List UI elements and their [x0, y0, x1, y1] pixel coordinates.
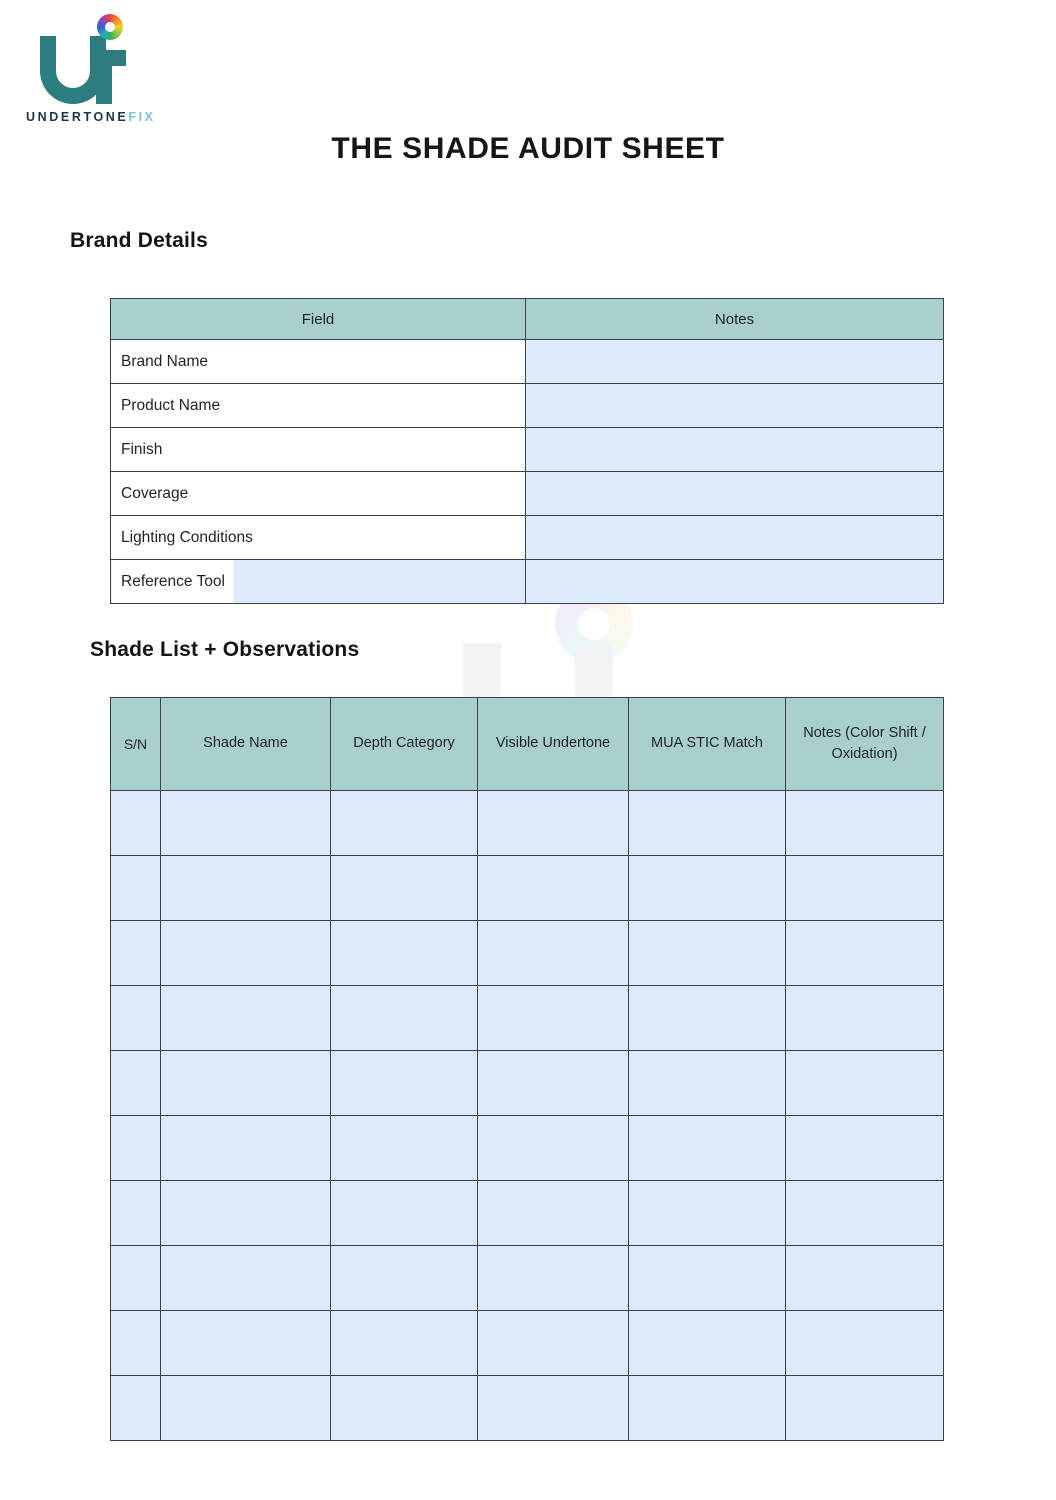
table-header-row — [111, 698, 944, 791]
notes-input-product-name[interactable] — [526, 384, 944, 428]
notes-input-lighting-conditions[interactable] — [526, 516, 944, 560]
cell-sn[interactable] — [111, 921, 161, 986]
table-row — [111, 1051, 944, 1116]
notes-input-coverage[interactable] — [526, 472, 944, 516]
cell-depth-category[interactable] — [331, 1051, 478, 1116]
cell-sn[interactable] — [111, 1376, 161, 1441]
cell-mua-stic-match[interactable] — [629, 1246, 786, 1311]
cell-notes[interactable] — [786, 856, 944, 921]
table-row — [111, 472, 944, 516]
cell-visible-undertone[interactable] — [478, 1311, 629, 1376]
table-row — [111, 428, 944, 472]
table-row — [111, 1311, 944, 1376]
table-row — [111, 856, 944, 921]
cell-mua-stic-match[interactable] — [629, 1376, 786, 1441]
cell-depth-category[interactable] — [331, 1246, 478, 1311]
table-row — [111, 921, 944, 986]
section-heading-brand-details: Brand Details — [70, 229, 208, 252]
cell-shade-name[interactable] — [161, 1246, 331, 1311]
cell-visible-undertone[interactable] — [478, 1181, 629, 1246]
cell-shade-name[interactable] — [161, 1116, 331, 1181]
cell-shade-name[interactable] — [161, 1311, 331, 1376]
cell-depth-category[interactable] — [331, 921, 478, 986]
undertone-fix-u-logo-icon — [40, 14, 150, 104]
table-row — [111, 791, 944, 856]
table-header-row — [111, 299, 944, 340]
color-wheel-icon — [97, 14, 123, 40]
cell-mua-stic-match[interactable] — [629, 921, 786, 986]
cell-notes[interactable] — [786, 1376, 944, 1441]
field-label-reference-tool: Reference Tool — [111, 560, 526, 604]
table-row — [111, 384, 944, 428]
notes-input-brand-name[interactable] — [526, 340, 944, 384]
cell-sn[interactable] — [111, 856, 161, 921]
field-label-coverage: Coverage — [111, 472, 526, 516]
cell-visible-undertone[interactable] — [478, 1051, 629, 1116]
cell-depth-category[interactable] — [331, 1311, 478, 1376]
cell-notes[interactable] — [786, 921, 944, 986]
cell-notes[interactable] — [786, 986, 944, 1051]
shade-list-body — [111, 791, 944, 1441]
column-header-sn: S/N — [111, 698, 161, 791]
page-title: THE SHADE AUDIT SHEET — [331, 132, 725, 165]
cell-notes[interactable] — [786, 791, 944, 856]
table-row — [111, 516, 944, 560]
table-row — [111, 1376, 944, 1441]
cell-sn[interactable] — [111, 1116, 161, 1181]
cell-mua-stic-match[interactable] — [629, 1051, 786, 1116]
cell-shade-name[interactable] — [161, 1051, 331, 1116]
wordmark-undertone: UNDERTONE — [26, 110, 129, 124]
column-header-notes: Notes — [526, 299, 944, 340]
cell-sn[interactable] — [111, 1181, 161, 1246]
table-row — [111, 986, 944, 1051]
cell-depth-category[interactable] — [331, 1181, 478, 1246]
column-header-shade-name: Shade Name — [161, 698, 331, 791]
logo-wordmark — [26, 110, 156, 124]
notes-input-reference-tool[interactable] — [526, 560, 944, 604]
notes-input-finish[interactable] — [526, 428, 944, 472]
brand-logo — [26, 14, 176, 132]
cell-notes[interactable] — [786, 1311, 944, 1376]
cell-visible-undertone[interactable] — [478, 791, 629, 856]
cell-mua-stic-match[interactable] — [629, 1311, 786, 1376]
cell-sn[interactable] — [111, 1051, 161, 1116]
cell-mua-stic-match[interactable] — [629, 1181, 786, 1246]
cell-depth-category[interactable] — [331, 856, 478, 921]
table-row — [111, 560, 944, 604]
cell-mua-stic-match[interactable] — [629, 791, 786, 856]
cell-shade-name[interactable] — [161, 1181, 331, 1246]
cell-sn[interactable] — [111, 1246, 161, 1311]
cell-mua-stic-match[interactable] — [629, 986, 786, 1051]
column-header-field: Field — [111, 299, 526, 340]
cell-notes[interactable] — [786, 1051, 944, 1116]
table-row — [111, 1181, 944, 1246]
cell-depth-category[interactable] — [331, 1376, 478, 1441]
cell-depth-category[interactable] — [331, 1116, 478, 1181]
field-label-product-name: Product Name — [111, 384, 526, 428]
field-label-brand-name: Brand Name — [111, 340, 526, 384]
brand-details-table — [110, 298, 944, 604]
cell-shade-name[interactable] — [161, 1376, 331, 1441]
table-row — [111, 340, 944, 384]
column-header-notes: Notes (Color Shift / Oxidation) — [786, 698, 944, 791]
wordmark-fix: FIX — [128, 110, 156, 124]
cell-shade-name[interactable] — [161, 921, 331, 986]
field-label-finish: Finish — [111, 428, 526, 472]
cell-sn[interactable] — [111, 986, 161, 1051]
cell-shade-name[interactable] — [161, 791, 331, 856]
cell-visible-undertone[interactable] — [478, 1246, 629, 1311]
cell-visible-undertone[interactable] — [478, 986, 629, 1051]
cell-mua-stic-match[interactable] — [629, 1116, 786, 1181]
cell-sn[interactable] — [111, 1311, 161, 1376]
column-header-mua-stic-match: MUA STIC Match — [629, 698, 786, 791]
i-serif-icon — [96, 50, 126, 66]
cell-notes[interactable] — [786, 1181, 944, 1246]
field-label-lighting-conditions: Lighting Conditions — [111, 516, 526, 560]
cell-shade-name[interactable] — [161, 986, 331, 1051]
cell-shade-name[interactable] — [161, 856, 331, 921]
cell-depth-category[interactable] — [331, 986, 478, 1051]
cell-notes[interactable] — [786, 1246, 944, 1311]
cell-visible-undertone[interactable] — [478, 1116, 629, 1181]
table-row — [111, 1116, 944, 1181]
cell-visible-undertone[interactable] — [478, 921, 629, 986]
cell-visible-undertone[interactable] — [478, 856, 629, 921]
shade-list-table — [110, 697, 944, 1441]
cell-depth-category[interactable] — [331, 791, 478, 856]
section-heading-shade-list: Shade List + Observations — [90, 638, 360, 661]
cell-mua-stic-match[interactable] — [629, 856, 786, 921]
cell-sn[interactable] — [111, 791, 161, 856]
column-header-depth-category: Depth Category — [331, 698, 478, 791]
cell-visible-undertone[interactable] — [478, 1376, 629, 1441]
cell-notes[interactable] — [786, 1116, 944, 1181]
column-header-visible-undertone: Visible Undertone — [478, 698, 629, 791]
table-row — [111, 1246, 944, 1311]
